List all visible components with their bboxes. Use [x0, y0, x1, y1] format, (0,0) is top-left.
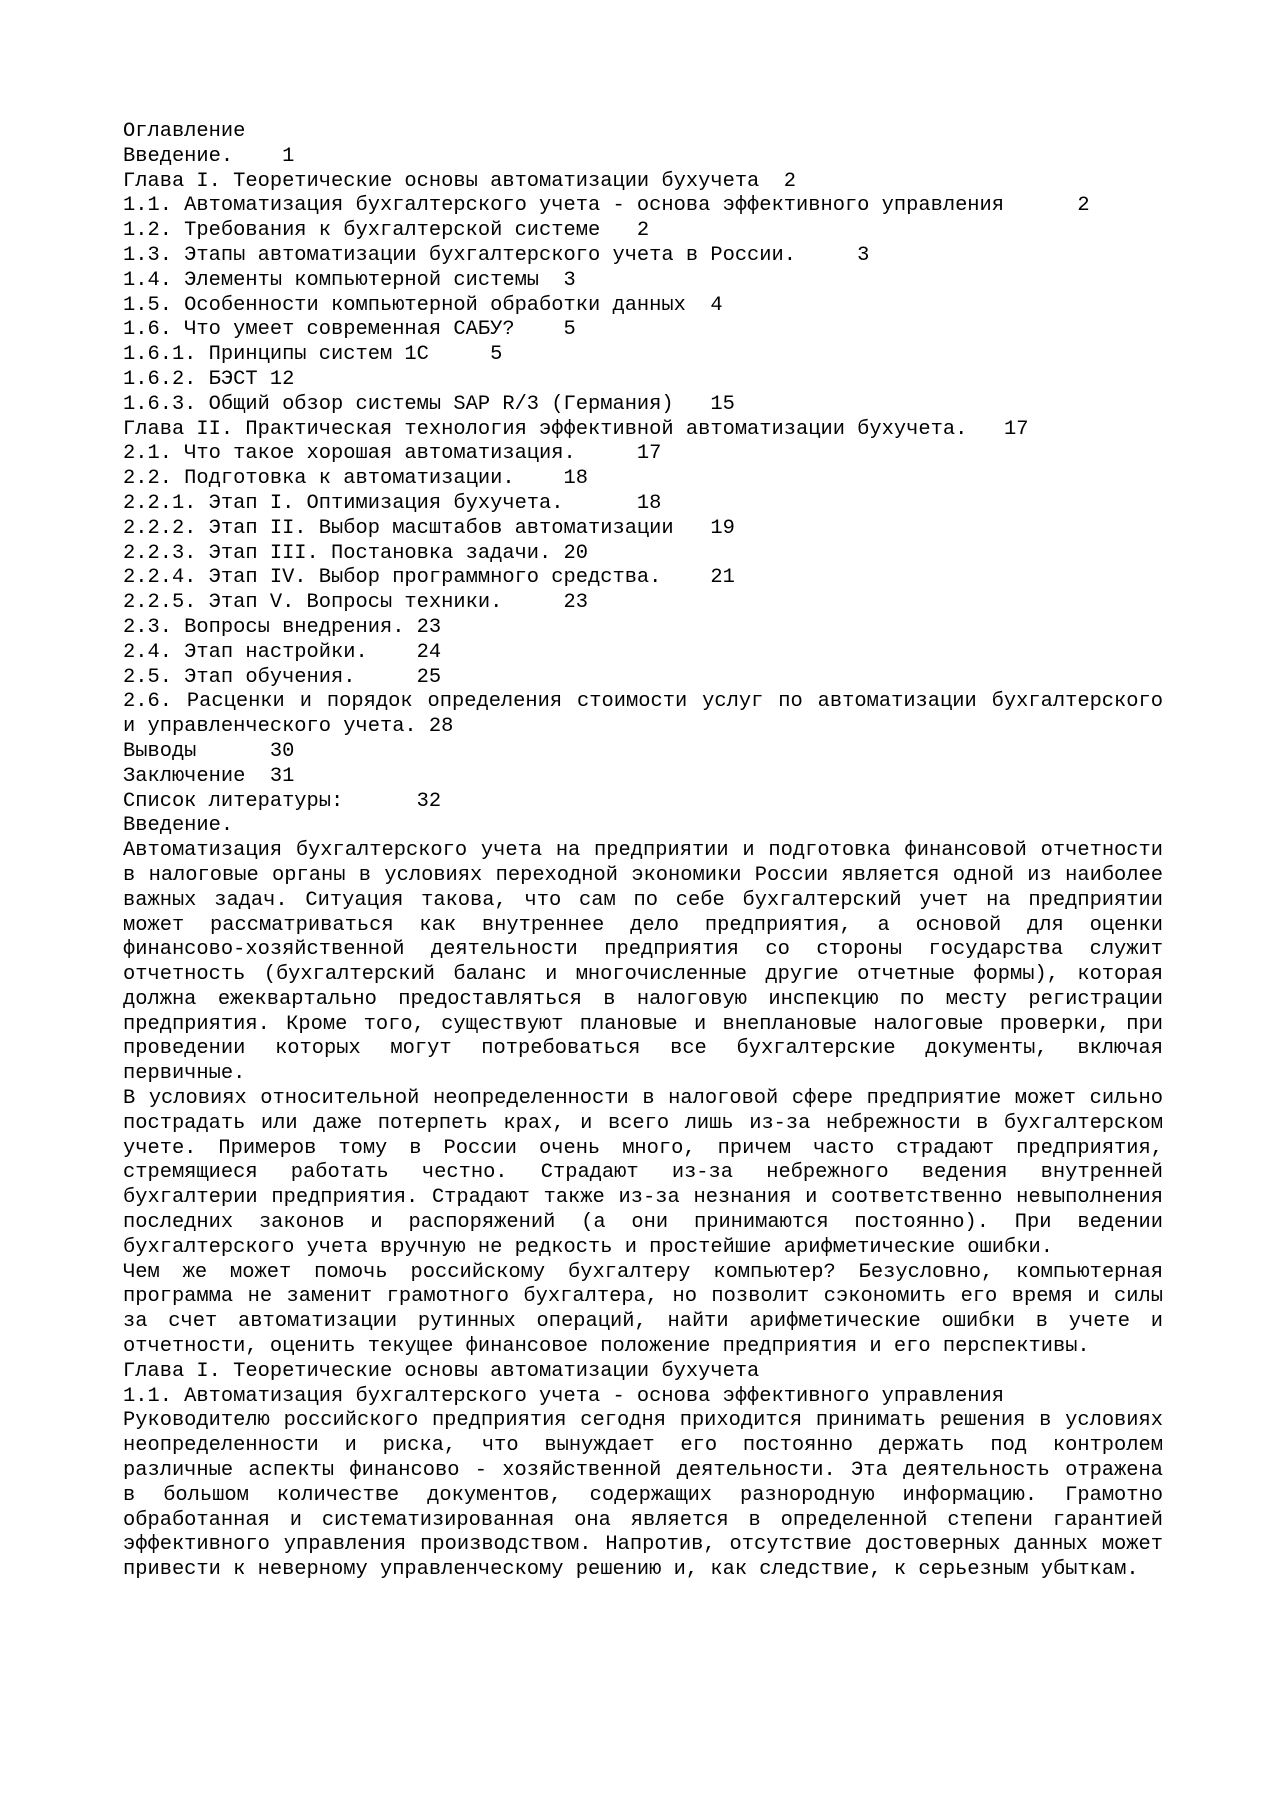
chapter-heading: Глава I. Теоретические основы автоматизации бухучета: [123, 1359, 760, 1383]
intro-paragraph: Чем же может помочь российскому бухгалтеру компьютер? Безусловно, компьютерная программа не заменит грамотного бухгалтера, но позволит сэкономить его время и силы за счет автоматизации рутинных операций, найти арифметические ошибки в учете и отчетности, оценить текущее финансовое положение предприятия и его перспективы.: [123, 1260, 1163, 1359]
body-paragraph: Руководителю российского предприятия сегодня приходится принимать решения в условиях неопределенности и риска, что вынуждает его постоянно держать под контролем различные аспекты финансово - хозяйственной деятельности. Эта деятельность отражена в большом количестве документов, содержащих разнородную информацию. Грамотно обработанная и систематизированная она является в определенной степени гарантией эффективного управления производством. Напротив, отсутствие достоверных данных может привести к неверному управленческому решению и, как следствие, к серьезным убыткам.: [123, 1409, 1163, 1582]
toc-item: Заключение 31: [123, 764, 295, 788]
toc-item: 1.2. Требования к бухгалтерской системе 2: [123, 219, 650, 243]
toc-item: 2.2.3. Этап III. Постановка задачи. 20: [123, 541, 588, 565]
toc-item: 2.3. Вопросы внедрения. 23: [123, 615, 442, 639]
toc-item: 1.3. Этапы автоматизации бухгалтерского учета в России. 3: [123, 243, 870, 267]
toc-item: Введение. 1: [123, 144, 295, 168]
toc-item: Список литературы: 32: [123, 789, 442, 813]
intro-paragraph: Автоматизация бухгалтерского учета на предприятии и подготовка финансовой отчетности в налоговые органы в условиях переходной экономики России является одной из наиболее важных задач. Ситуация такова, что сам по себе бухгалтерский учет на предприятии может рассматриваться как внутреннее дело предприятия, а основой для оценки финансово-хозяйственной деятельности предприятия со стороны государства служит отчетность (бухгалтерский баланс и многочисленные другие отчетные формы), которая должна ежеквартально предоставляться в налоговую инспекцию по месту регистрации предприятия. Кроме того, существуют плановые и внеплановые налоговые проверки, при проведении которых могут потребоваться все бухгалтерские документы, включая первичные.: [123, 839, 1163, 1086]
intro-paragraph: В условиях относительной неопределенности в налоговой сфере предприятие может сильно пострадать или даже потерпеть крах, и всего лишь из-за небрежности в бухгалтерском учете. Примеров тому в России очень много, причем часто страдают предприятия, стремящиеся работать честно. Страдают из-за небрежного ведения внутренней бухгалтерии предприятия. Страдают также из-за незнания и соответственно невыполнения последних законов и распоряжений (а они принимаются постоянно). При ведении бухгалтерского учета вручную не редкость и простейшие арифметические ошибки.: [123, 1087, 1163, 1259]
intro-heading: Введение.: [123, 814, 234, 838]
toc-item: 1.6. Что умеет современная САБУ? 5: [123, 318, 576, 342]
toc-item: 2.5. Этап обучения. 25: [123, 665, 442, 689]
toc-item: 1.6.3. Общий обзор системы SAP R/3 (Германия) 15: [123, 392, 735, 416]
toc-item: 1.4. Элементы компьютерной системы 3: [123, 268, 576, 292]
toc-item-wrapped: 2.6. Расценки и порядок определения стоимости услуг по автоматизации бухгалтерского и управленческого учета. 28: [123, 690, 1163, 739]
toc-item: 2.2.5. Этап V. Вопросы техники. 23: [123, 591, 588, 615]
toc-item: 2.4. Этап настройки. 24: [123, 640, 442, 664]
toc-item: 2.2.4. Этап IV. Выбор программного средства. 21: [123, 566, 735, 590]
toc-item: Глава I. Теоретические основы автоматизации бухучета 2: [123, 169, 797, 193]
document-page: [123, 120, 1163, 1583]
toc-item: 1.1. Автоматизация бухгалтерского учета - основа эффективного управления 2: [123, 194, 1090, 218]
toc-item: Глава II. Практическая технология эффективной автоматизации бухучета. 17: [123, 417, 1029, 441]
toc-item: 1.5. Особенности компьютерной обработки данных 4: [123, 293, 723, 317]
toc-title: Оглавление: [123, 120, 246, 143]
section-heading: 1.1. Автоматизация бухгалтерского учета - основа эффективного управления: [123, 1384, 1005, 1408]
toc-item: 2.2. Подготовка к автоматизации. 18: [123, 467, 588, 491]
toc-item: 2.2.1. Этап I. Оптимизация бухучета. 18: [123, 491, 662, 515]
toc-item: 2.2.2. Этап II. Выбор масштабов автоматизации 19: [123, 516, 735, 540]
toc-item: 1.6.1. Принципы систем 1С 5: [123, 343, 503, 367]
toc-item: 2.1. Что такое хорошая автоматизация. 17: [123, 442, 662, 466]
toc-item: Выводы 30: [123, 739, 295, 763]
toc-list: [123, 145, 1163, 815]
toc-item: 1.6.2. БЭСТ 12: [123, 367, 295, 391]
